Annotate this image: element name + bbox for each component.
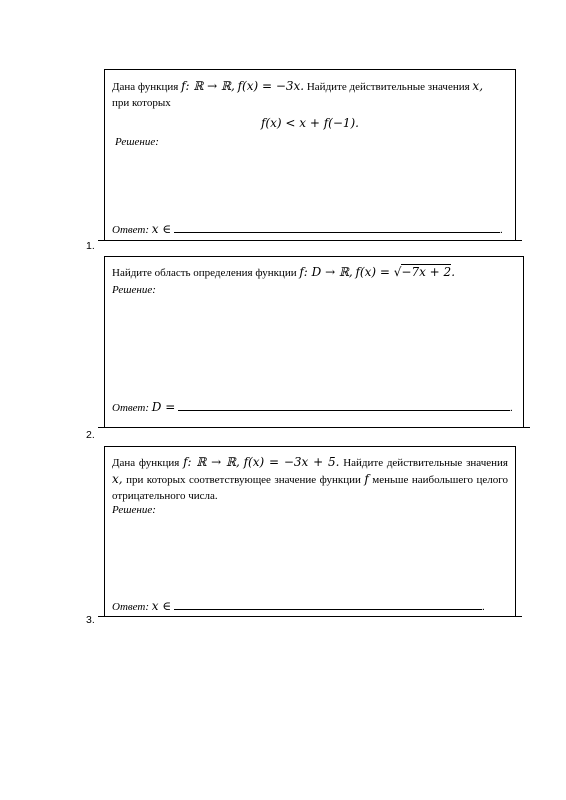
problem-2-rule-left <box>98 427 105 428</box>
problem-1-number: 1. <box>86 240 95 252</box>
problem-3-var-x: x, <box>112 472 123 486</box>
problem-1-answer-math: x ∈ <box>151 222 172 236</box>
problem-3-solution-label: Решение: <box>112 504 156 516</box>
problem-1-answer-line[interactable] <box>174 222 500 233</box>
problem-3-text-b: Найдите действительные значения <box>343 457 508 469</box>
problem-3-func-map: f: ℝ → ℝ, <box>183 455 240 469</box>
problem-1-answer-end: . <box>499 224 503 236</box>
problem-1-func-map: f: ℝ → ℝ, <box>181 79 235 93</box>
problem-1-func-def: f(x) = −3x. <box>237 79 305 93</box>
problem-1-rule-right <box>515 240 522 241</box>
problem-3-func-def: f(x) = −3x + 5. <box>243 455 340 469</box>
problem-2-radicand: −7x + 2 <box>401 265 452 279</box>
problem-3-text-d: меньше наибольшего целого отрицательного числа. <box>112 474 508 502</box>
problem-1-statement <box>112 78 508 111</box>
problem-2-answer-end: . <box>510 402 513 414</box>
problem-3-answer-math: x ∈ <box>151 599 172 613</box>
problem-2-func-end: . <box>451 265 456 279</box>
problem-2-func-map: f: D → ℝ, <box>299 265 353 279</box>
problem-2-text-a: Найдите область определения функции <box>112 267 297 279</box>
problem-3-answer-end: . <box>481 601 485 613</box>
problem-1-answer-label: Ответ: <box>112 224 150 236</box>
problem-2-func-def: f(x) = <box>355 265 394 279</box>
problem-2-answer <box>112 400 513 414</box>
problem-3-rule-left <box>98 616 105 617</box>
problem-1-inequality <box>105 116 515 131</box>
problem-3-rule-right <box>515 616 522 617</box>
problem-1-text-c: при которых <box>112 97 171 109</box>
problem-3-text-a: Дана функция <box>112 457 180 469</box>
problem-1-rule-left <box>98 240 105 241</box>
problem-1-answer <box>112 222 503 236</box>
problem-3-answer-label: Ответ: <box>112 601 150 613</box>
problem-2-solution-label: Решение: <box>112 284 156 296</box>
problem-2-answer-math: D = <box>151 400 176 414</box>
problem-2-answer-label: Ответ: <box>112 402 150 414</box>
problem-2-box <box>104 256 524 428</box>
problem-2-answer-line[interactable] <box>178 400 510 411</box>
problem-1-box <box>104 69 516 241</box>
problem-3-var-f: f <box>364 472 369 486</box>
problem-3-text-c: при которых соответствующее значение функции <box>126 474 361 486</box>
problem-2-number: 2. <box>86 429 95 441</box>
problem-1-inequality-text: f(x) < x + f(−1). <box>260 116 359 130</box>
problem-3-answer <box>112 599 485 613</box>
problem-1-text-b: Найдите действительные значения <box>306 81 470 93</box>
problem-1-var-x: x, <box>472 79 484 93</box>
problem-3-number: 3. <box>86 614 95 626</box>
problem-1-solution-label: Решение: <box>115 136 159 148</box>
problem-3-box <box>104 446 516 617</box>
problem-2-statement: Найдите область определения функции f: D → ℝ, f(x) = √−7x + 2. <box>112 265 456 279</box>
problem-1-text-a: Дана функция <box>112 81 179 93</box>
problem-2-rule-right <box>523 427 530 428</box>
problem-3-answer-line[interactable] <box>174 599 482 610</box>
problem-3-statement <box>112 454 508 504</box>
